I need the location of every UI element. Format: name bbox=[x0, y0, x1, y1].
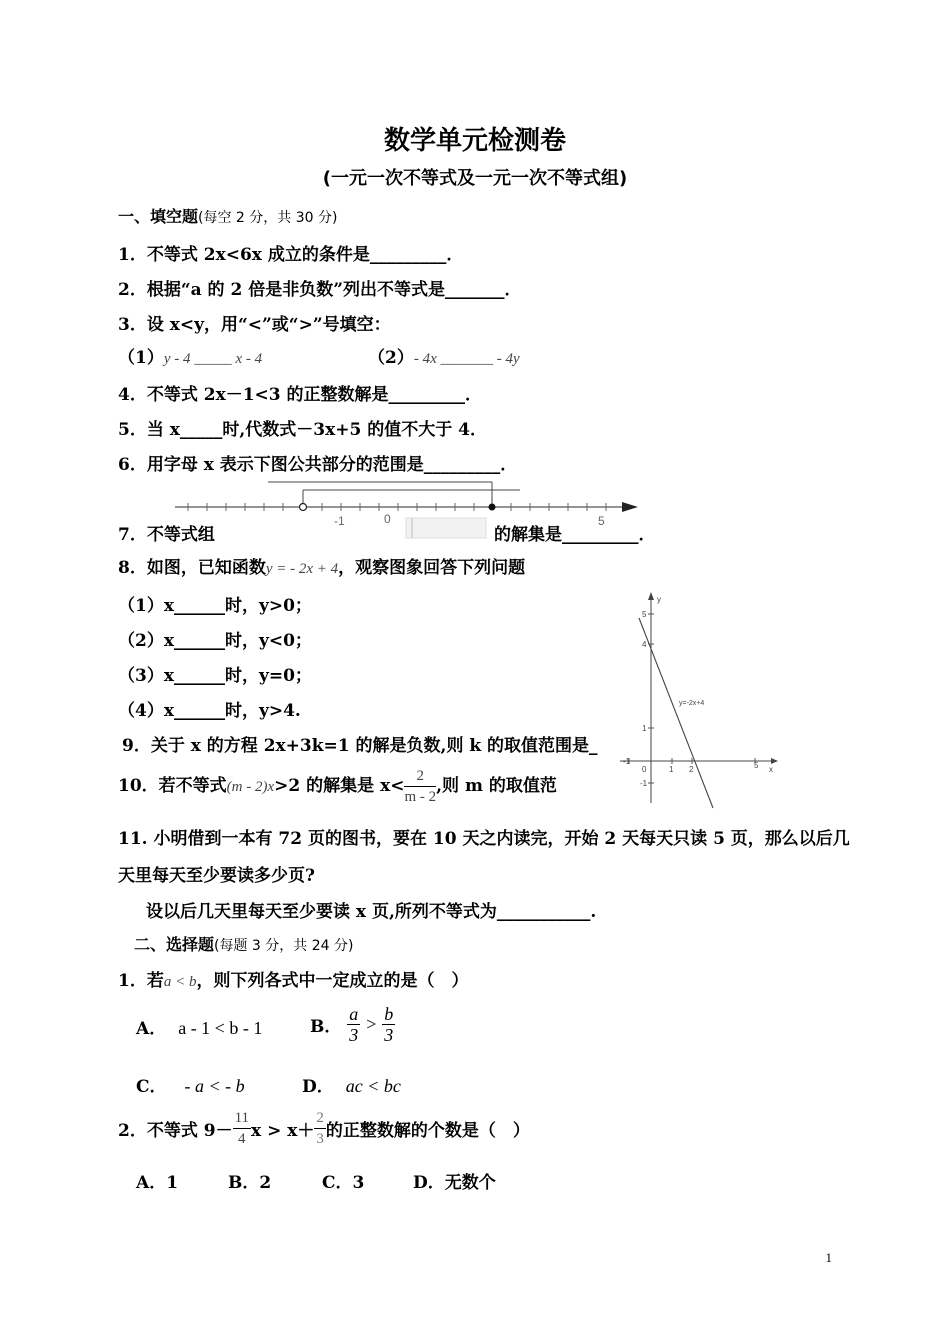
c2-option-d: D．无数个 bbox=[413, 1173, 496, 1193]
page-title: 数学单元检测卷 bbox=[383, 126, 566, 156]
x-tick-1: 1 bbox=[669, 765, 674, 774]
c1-option-d-math: ac < bc bbox=[345, 1076, 401, 1096]
x-tick-2: 2 bbox=[689, 765, 694, 774]
c2-fraction-2-den: 3 bbox=[316, 1131, 324, 1147]
c1-b-operator: > bbox=[366, 1014, 377, 1034]
c2-fraction-1-num: 11 bbox=[233, 1108, 251, 1129]
q10-middle: >2 的解集是 x< bbox=[274, 776, 405, 796]
c1-option-c bbox=[136, 1072, 245, 1097]
c1-b-num-right: b bbox=[384, 1004, 394, 1024]
c1-math: a < b bbox=[163, 974, 197, 990]
question-8-part-1: （1）x______时，y>0； bbox=[118, 596, 312, 616]
question-5: 5．当 x_____时,代数式－3x+5 的值不大于 4． bbox=[118, 420, 488, 440]
c2-fraction-1 bbox=[233, 1108, 251, 1149]
question-11-line-1: 11. 小明借到一本有 72 页的图书，要在 10 天之内读完，开始 2 天每天只读 5 页，那么以后几 bbox=[118, 829, 850, 849]
question-6: 6．用字母 x 表示下图公共部分的范围是_________． bbox=[118, 455, 518, 475]
c2-middle: x > x＋ bbox=[251, 1121, 315, 1141]
q8-function: y = - 2x + 4 bbox=[265, 561, 339, 577]
page-number: 1 bbox=[825, 1250, 832, 1265]
y-tick-5: 5 bbox=[642, 610, 647, 619]
question-3-part-1 bbox=[118, 343, 262, 368]
c1-option-b bbox=[310, 1004, 395, 1045]
x-axis-arrow-icon bbox=[771, 758, 778, 764]
q3a-math: y - 4 _____ x - 4 bbox=[163, 351, 263, 367]
choice-question-1 bbox=[118, 966, 468, 991]
question-4: 4．不等式 2x－1<3 的正整数解是_________． bbox=[118, 385, 483, 405]
q10-fraction-numerator: 2 bbox=[404, 766, 436, 787]
section-2-header bbox=[134, 932, 353, 955]
page-subtitle: (一元一次不等式及一元一次不等式组) bbox=[322, 168, 628, 189]
tick-label-0: 0 bbox=[384, 512, 391, 526]
question-1: 1．不等式 2x<6x 成立的条件是_________． bbox=[118, 245, 464, 265]
c1-prefix: 1．若 bbox=[118, 971, 164, 991]
question-2: 2．根据“a 的 2 倍是非负数”列出不等式是_______． bbox=[118, 280, 522, 300]
c1-option-d-label: D． bbox=[302, 1077, 334, 1097]
c1-suffix: ，则下列各式中一定成立的是（ ） bbox=[196, 971, 469, 991]
c1-b-num-left: a bbox=[349, 1004, 359, 1024]
c2-option-b: B．2 bbox=[228, 1173, 272, 1193]
section-1-note: (每空 2 分，共 30 分) bbox=[198, 210, 338, 226]
q7-prefix: 7．不等式组 bbox=[118, 525, 215, 545]
y-tick-4: 4 bbox=[642, 640, 647, 649]
question-11-line-2: 天里每天至少要读多少页? bbox=[118, 866, 315, 886]
inequality-system-placeholder bbox=[404, 515, 490, 541]
c2-fraction-1-den: 4 bbox=[238, 1131, 246, 1147]
q3b-label: （2） bbox=[368, 348, 414, 368]
number-line-arrow-icon bbox=[622, 502, 638, 512]
closed-endpoint bbox=[489, 504, 496, 511]
question-8-part-2: （2）x______时，y<0； bbox=[118, 631, 312, 651]
question-3-part-2 bbox=[368, 343, 520, 368]
c1-option-c-math: - a < - b bbox=[184, 1076, 245, 1096]
q3a-label: （1） bbox=[118, 348, 164, 368]
function-graph bbox=[615, 588, 785, 813]
c2-fraction-2 bbox=[314, 1108, 326, 1149]
tick-label-5: 5 bbox=[598, 514, 605, 528]
q8-suffix: ，观察图象回答下列问题 bbox=[338, 558, 526, 578]
c1-option-b-label: B． bbox=[310, 1017, 342, 1037]
section-1-header bbox=[118, 204, 337, 227]
c1-b-den-right: 3 bbox=[384, 1025, 394, 1045]
question-10 bbox=[118, 766, 557, 807]
c1-option-a-math: a - 1 < b - 1 bbox=[178, 1018, 263, 1038]
x-axis-label: x bbox=[769, 765, 773, 774]
c2-fraction-2-num: 2 bbox=[314, 1108, 326, 1129]
y-tick-minus-1: -1 bbox=[640, 779, 648, 788]
c1-option-d bbox=[302, 1072, 401, 1097]
c1-b-den-left: 3 bbox=[349, 1025, 359, 1045]
c2-suffix: 的正整数解的个数是（ ） bbox=[325, 1121, 530, 1141]
c1-option-c-label: C． bbox=[136, 1077, 167, 1097]
section-2-note: (每题 3 分，共 24 分) bbox=[214, 938, 354, 954]
q3b-math: - 4x _______ - 4y bbox=[413, 351, 520, 367]
tick-label-minus-1: -1 bbox=[334, 514, 345, 528]
q10-suffix: ,则 m 的取值范 bbox=[436, 776, 557, 796]
choice-question-2 bbox=[118, 1108, 530, 1149]
question-9: 9．关于 x 的方程 2x+3k=1 的解是负数,则 k 的取值范围是_ bbox=[122, 736, 598, 756]
y-axis-label: y bbox=[657, 595, 661, 604]
q10-prefix: 10．若不等式 bbox=[118, 776, 227, 796]
x-tick-0: 0 bbox=[642, 765, 647, 774]
q10-fraction-denominator: m - 2 bbox=[404, 789, 437, 805]
x-tick-5: 5 bbox=[754, 761, 759, 770]
question-8-part-3: （3）x______时，y=0； bbox=[118, 666, 312, 686]
q10-math: (m - 2)x bbox=[226, 779, 275, 795]
c2-prefix: 2．不等式 9－ bbox=[118, 1121, 233, 1141]
question-8-part-4: （4）x______时，y>4. bbox=[118, 701, 301, 721]
q10-fraction bbox=[404, 766, 436, 807]
function-label: y=-2x+4 bbox=[679, 700, 705, 707]
question-3: 3．设 x<y，用“<”或“>”号填空： bbox=[118, 315, 391, 335]
line-y-eq-neg2x-plus4 bbox=[639, 618, 713, 808]
c1-b-fraction-left bbox=[347, 1004, 360, 1045]
section-1-heading: 一、填空题 bbox=[118, 207, 199, 226]
section-2-heading: 二、选择题 bbox=[134, 935, 215, 954]
c1-b-fraction-right bbox=[382, 1004, 395, 1045]
q7-suffix: 的解集是_________． bbox=[494, 525, 656, 545]
y-axis-arrow-icon bbox=[648, 592, 654, 600]
open-endpoint bbox=[300, 504, 307, 511]
question-7 bbox=[118, 520, 215, 545]
c1-option-a-label: A． bbox=[136, 1019, 167, 1039]
c1-option-a bbox=[136, 1014, 262, 1039]
y-tick-1: 1 bbox=[642, 724, 647, 733]
q8-prefix: 8．如图，已知函数 bbox=[118, 558, 266, 578]
c2-option-c: C．3 bbox=[322, 1173, 365, 1193]
x-tick-minus-1: -1 bbox=[623, 757, 631, 766]
c2-option-a: A．1 bbox=[136, 1173, 179, 1193]
question-8 bbox=[118, 553, 525, 578]
question-11-line-3: 设以后几天里每天至少要读 x 页,所列不等式为___________. bbox=[146, 902, 597, 922]
